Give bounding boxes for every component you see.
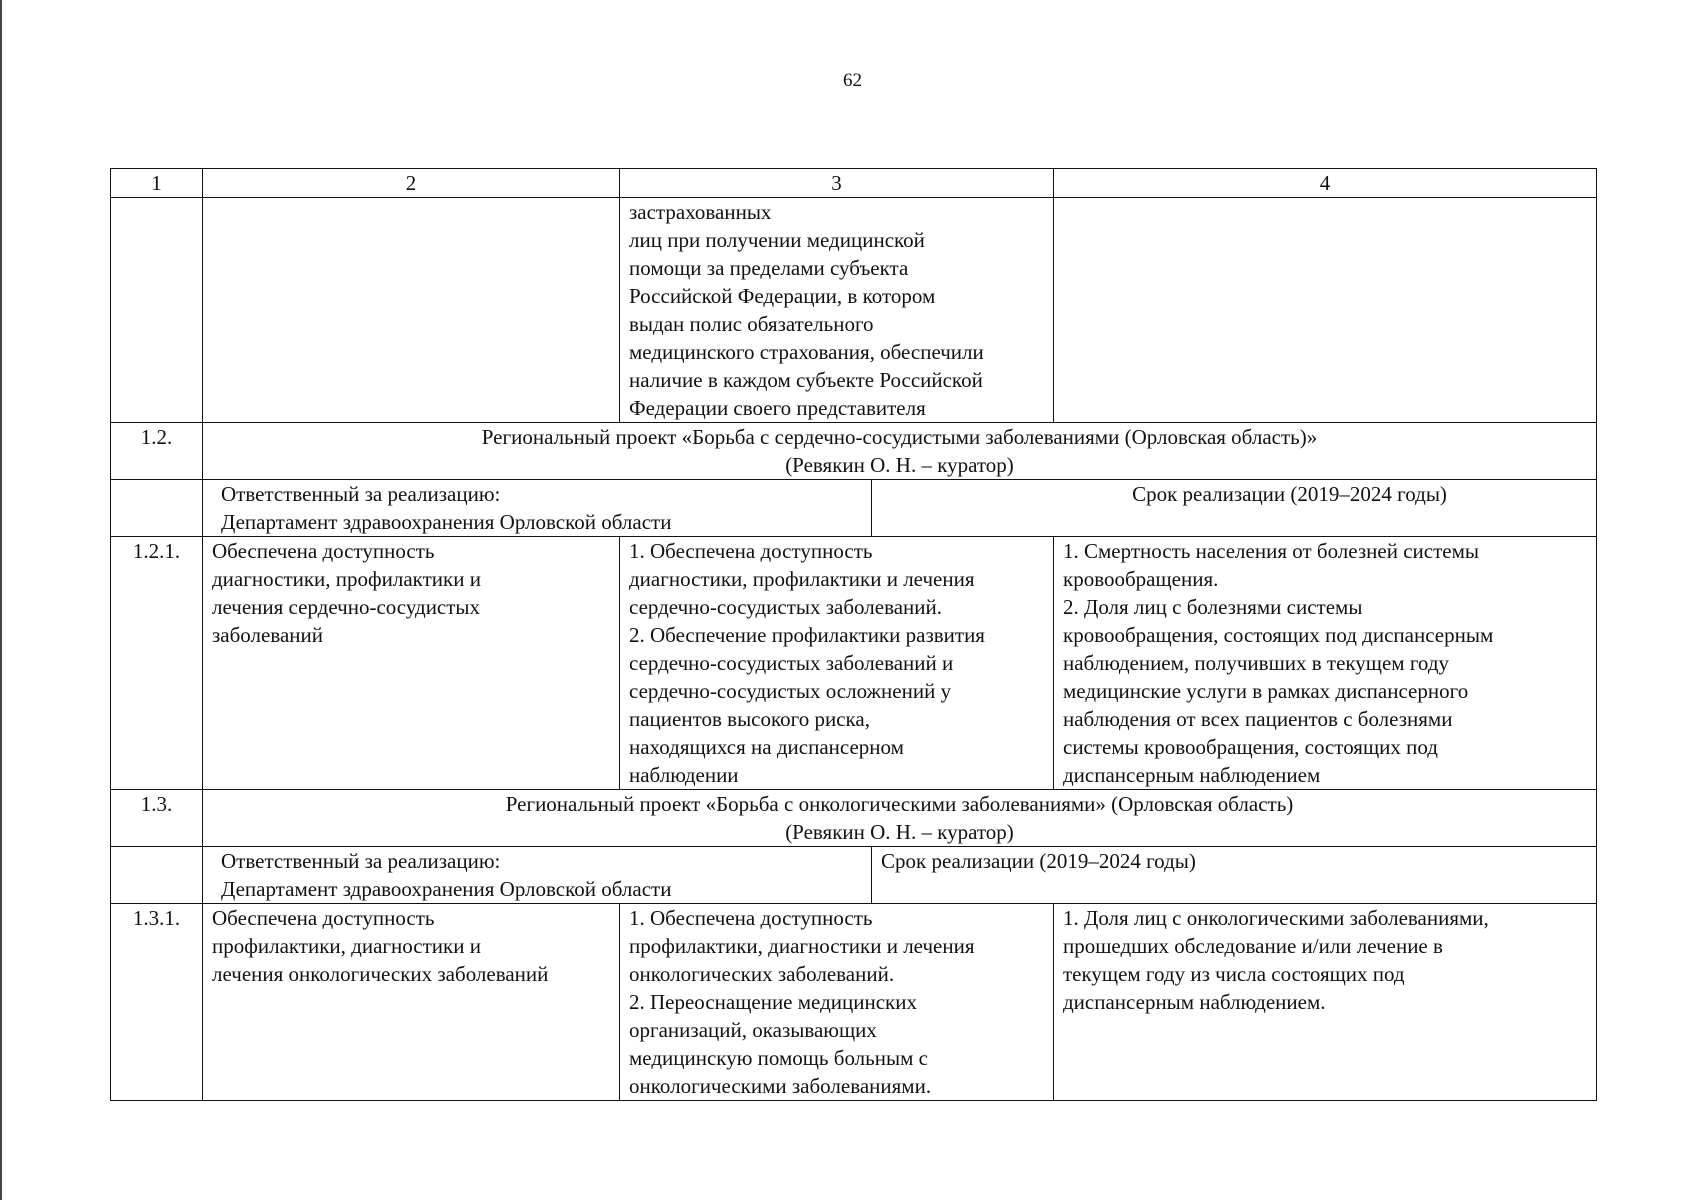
project-row-1-3 [111,790,1597,847]
text-line: сердечно-сосудистых осложнений у [629,679,952,703]
text-line: лиц при получении медицинской [629,228,925,252]
period-block [872,480,1587,536]
responsible-row-1-3 [111,847,1597,904]
responsible-split-cell [203,847,1597,904]
project-row-1-2 [111,423,1597,480]
project-title: Региональный проект «Борьба с онкологическими заболеваниями» (Орловская область) [505,792,1294,816]
text-line: 1. Смертность населения от болезней системы [1063,539,1479,563]
responsible-split-cell [203,480,1597,537]
text-line: кровообращения, состоящих под диспансерным [1063,623,1494,647]
continuation-row [111,198,1597,423]
task-indicators-cell [1054,904,1597,1101]
text-line: 1. Обеспечена доступность [629,906,873,930]
text-line: 1. Обеспечена доступность [629,539,873,563]
text-line: онкологическими заболеваниями. [629,1074,932,1098]
responsible-block [212,480,872,536]
header-cell-1: 1 [111,169,203,198]
text-line: системы кровообращения, состоящих под [1063,735,1438,759]
text-line: наблюдении [629,763,739,787]
header-cell-2: 2 [203,169,620,198]
task-goal-cell [203,537,620,790]
text-line: 2. Доля лиц с болезнями системы [1063,595,1363,619]
text-line: Обеспечена доступность [212,906,435,930]
empty-number-cell [111,480,203,537]
programme-table [110,168,1597,1101]
period-text: Срок реализации (2019–2024 годы) [881,849,1196,873]
period-text: Срок реализации (2019–2024 годы) [1132,482,1447,506]
text-line: 2. Обеспечение профилактики развития [629,623,985,647]
text-line: медицинскую помощь больным с [629,1046,928,1070]
text-line: профилактики, диагностики и [212,934,481,958]
header-cell-3: 3 [620,169,1054,198]
text-line: медицинские услуги в рамках диспансерного [1063,679,1469,703]
task-indicators-cell [1054,537,1597,790]
text-line: прошедших обследование и/или лечение в [1063,934,1443,958]
text-line: диагностики, профилактики и лечения [629,567,975,591]
text-line: наблюдением, получивших в текущем году [1063,651,1449,675]
responsible-label: Ответственный за реализацию: [221,482,501,506]
text-line: выдан полис обязательного [629,312,874,336]
project-number: 1.3. [111,790,203,847]
text-line: находящихся на диспансерном [629,735,904,759]
continuation-number-cell [111,198,203,423]
project-title-cell [203,423,1597,480]
period-block [872,847,1587,903]
text-line: организаций, оказывающих [629,1018,877,1042]
text-line: Российской Федерации, в котором [629,284,936,308]
text-line: наличие в каждом субъекте Российской [629,368,983,392]
text-line: наблюдения от всех пациентов с болезнями [1063,707,1453,731]
text-line: диспансерным наблюдением. [1063,990,1326,1014]
task-measures-cell [620,904,1054,1101]
task-goal-cell [203,904,620,1101]
page-number: 62 [843,70,862,91]
text-line: сердечно-сосудистых заболеваний. [629,595,942,619]
text-line: помощи за пределами субъекта [629,256,909,280]
empty-number-cell [111,847,203,904]
text-line: лечения онкологических заболеваний [212,962,549,986]
text-line: застрахованных [629,200,772,224]
text-line: заболеваний [212,623,323,647]
task-row-1-2-1 [111,537,1597,790]
header-cell-4: 4 [1054,169,1597,198]
project-number: 1.2. [111,423,203,480]
responsible-block [212,847,872,903]
project-curator: (Ревякин О. Н. – куратор) [785,453,1014,477]
project-title: Региональный проект «Борьба с сердечно-сосудистыми заболеваниями (Орловская область)» [481,425,1318,449]
task-measures-cell [620,537,1054,790]
text-line: текущем году из числа состоящих под [1063,962,1405,986]
responsible-label: Ответственный за реализацию: [221,849,501,873]
text-line: Обеспечена доступность [212,539,435,563]
text-line: медицинского страхования, обеспечили [629,340,984,364]
text-line: 1. Доля лиц с онкологическими заболеваниями, [1063,906,1489,930]
text-line: лечения сердечно-сосудистых [212,595,481,619]
responsible-row-1-2 [111,480,1597,537]
scan-edge [0,0,2,1200]
header-row [111,169,1597,198]
task-number: 1.3.1. [111,904,203,1101]
task-number: 1.2.1. [111,537,203,790]
text-line: профилактики, диагностики и лечения [629,934,975,958]
continuation-indicators-cell [1054,198,1597,423]
text-line: диагностики, профилактики и [212,567,481,591]
responsible-name: Департамент здравоохранения Орловской области [221,877,672,901]
continuation-goal-cell [203,198,620,423]
project-title-cell [203,790,1597,847]
task-row-1-3-1 [111,904,1597,1101]
text-line: Федерации своего представителя [629,396,926,420]
text-line: сердечно-сосудистых заболеваний и [629,651,954,675]
responsible-name: Департамент здравоохранения Орловской области [221,510,672,534]
text-line: онкологических заболеваний. [629,962,895,986]
text-line: диспансерным наблюдением [1063,763,1321,787]
text-line: 2. Переоснащение медицинских [629,990,917,1014]
text-line: пациентов высокого риска, [629,707,870,731]
project-curator: (Ревякин О. Н. – куратор) [785,820,1014,844]
continuation-tasks-cell [620,198,1054,423]
text-line: кровообращения. [1063,567,1219,591]
